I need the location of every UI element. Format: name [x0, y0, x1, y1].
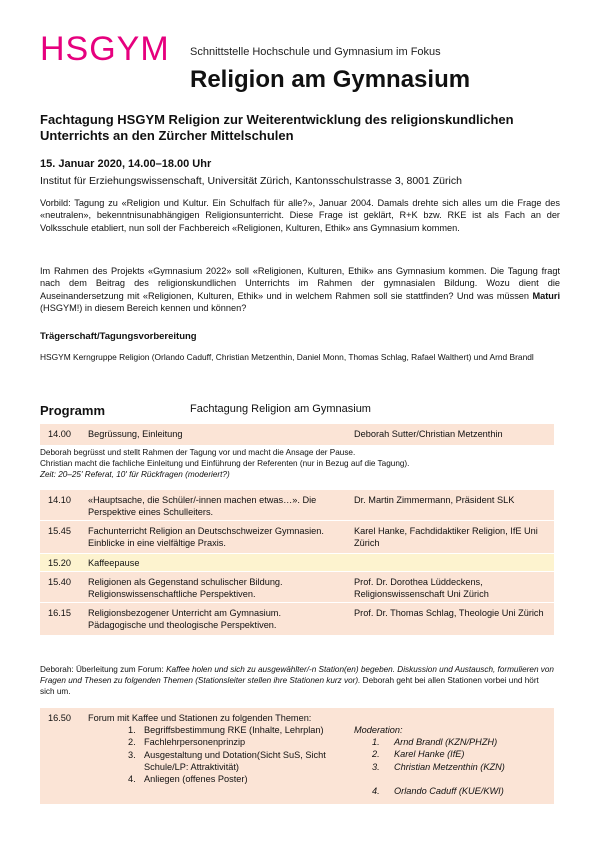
forum-topics: [88, 724, 348, 785]
moderator-num: 2.: [372, 749, 380, 760]
event-subtitle: Fachtagung HSGYM Religion zur Weiterentwicklung des religionskundlichen Unterrichts an den Zürcher Mittelschulen: [40, 112, 514, 143]
intro-paragraph-2-text: Im Rahmen des Projekts «Gymnasium 2022» soll «Religionen, Kulturen, Ethik» ans Gymnasium kommen. Die Tagung fragt nach dem Beitrag des religionskundlichen Unterrichts im Rahmen der gymnasialen Bildung. Wozu dient die Auseinandersetzung mit «Religionen, Kulturen, Ethik» und in welchem Rahmen soll sie stattfinden? Und was müssen: [40, 266, 560, 301]
forum-time: 16.50: [48, 713, 71, 723]
row-title: Religionen als Gegenstand schulischer Bildung. Religionswissenschaftliche Perspektiven.: [88, 577, 283, 600]
topic-text: Anliegen (offenes Poster): [144, 774, 248, 785]
topic-num: 2.: [128, 737, 136, 748]
hsgym-logo: HSGYM: [40, 30, 170, 68]
program-row: [40, 424, 554, 445]
row-title: Fachunterricht Religion an Deutschschweizer Gymnasien. Einblicke in eine vielfältige Praxis.: [88, 526, 324, 549]
topic-item: [128, 724, 348, 736]
moderator-text: Christian Metzenthin (KZN): [394, 761, 505, 772]
row-title: Religionsbezogener Unterricht am Gymnasium. Pädagogische und theologische Perspektiven.: [88, 608, 282, 631]
moderators-list: [354, 736, 554, 797]
program-row: [40, 521, 554, 553]
row-time: 15.45: [48, 526, 71, 536]
moderator-item: [372, 761, 554, 773]
program-row: [40, 603, 554, 635]
topic-item: [128, 749, 348, 773]
intro-paragraph-2-end: (HSGYM!) in diesem Bereich kennen und können?: [40, 302, 247, 313]
row-title: Begrüssung, Einleitung: [88, 429, 183, 439]
moderator-item: [372, 785, 554, 797]
moderator-item: [372, 748, 554, 760]
topic-num: 3.: [128, 749, 136, 760]
topic-num: 4.: [128, 774, 136, 785]
moderator-text: Orlando Caduff (KUE/KWI): [394, 785, 504, 796]
row-person: Dr. Martin Zimmermann, Präsident SLK: [354, 495, 515, 505]
program-row: [40, 554, 554, 571]
note-forum: [40, 664, 554, 697]
tagline: Schnittstelle Hochschule und Gymnasium im Fokus: [190, 46, 441, 58]
page-title: Religion am Gymnasium: [190, 66, 471, 93]
row-title: Kaffeepause: [88, 558, 140, 568]
note-line: Deborah begrüsst und stellt Rahmen der Tagung vor und macht die Ansage der Pause.: [40, 448, 356, 457]
note-forum-end: Deborah geht bei allen Stationen vorbei und hört sich um.: [40, 676, 539, 696]
forum-content: [88, 712, 348, 785]
topic-text: Begriffsbestimmung RKE (Inhalte, Lehrplan): [144, 725, 324, 736]
topic-item: [128, 736, 348, 748]
note-moderation: [40, 447, 554, 480]
moderation-label: Moderation:: [354, 725, 403, 735]
row-person: Karel Hanke, Fachdidaktiker Religion, IfE Uni Zürich: [354, 526, 538, 549]
program-row: [40, 572, 554, 602]
note-line: Christian macht die fachliche Einleitung und Einführung der Referenten (nur in Bezug auf die Tagung).: [40, 459, 410, 468]
event-date: 15. Januar 2020, 14.00–18.00 Uhr: [40, 158, 212, 170]
row-time: 15.40: [48, 577, 71, 587]
moderator-num: 3.: [372, 761, 380, 772]
row-title: «Hauptsache, die Schüler/-innen machen etwas…». Die Perspektive eines Schulleiters.: [88, 495, 317, 518]
moderator-num: 4.: [372, 785, 380, 796]
programm-heading: Programm: [40, 403, 106, 418]
programm-subheading: Fachtagung Religion am Gymnasium: [190, 403, 371, 415]
forum-moderation: [354, 724, 554, 797]
traeger-heading: Trägerschaft/Tagungsvorbereitung: [40, 331, 197, 342]
topic-num: 1.: [128, 725, 136, 736]
program-row: [40, 490, 554, 520]
moderator-text: Arnd Brandl (KZN/PHZH): [394, 737, 498, 748]
topic-item: [128, 773, 348, 785]
row-time: 14.00: [48, 429, 71, 439]
forum-title: Forum mit Kaffee und Stationen zu folgenden Themen:: [88, 713, 312, 723]
intro-paragraph-2: [40, 265, 560, 314]
note-forum-italic: Kaffee holen und sich zu ausgewählter/-n Station(en) begeben. Diskussion und Austausch, formulieren von Fragen und Thesen zu folgenden Themen (Stationsleiter stellen ihre Stationen kurz vor).: [40, 665, 554, 685]
note-forum-text: Deborah: Überleitung zum Forum:: [40, 665, 167, 674]
row-person: Deborah Sutter/Christian Metzenthin: [354, 429, 503, 439]
topic-text: Fachlehrpersonenprinzip: [144, 737, 246, 748]
moderator-num: 1.: [372, 737, 380, 748]
note-line: Zeit: 20–25' Referat, 10' für Rückfragen (moderiert?): [40, 470, 230, 479]
row-time: 14.10: [48, 495, 71, 505]
row-time: 16.15: [48, 608, 71, 618]
maturi-bold: Maturi: [532, 290, 560, 301]
row-person: Prof. Dr. Dorothea Lüddeckens, Religionswissenschaft Uni Zürich: [354, 577, 489, 600]
intro-paragraph-1: Vorbild: Tagung zu «Religion und Kultur. Ein Schulfach für alle?», Januar 2004. Damals drehte sich alles um die Frage des «neutralen», bekenntnisunabhängigen Religionsunterricht. Diese Frage ist geklärt, R+K bzw. RKE ist als Fach an der Volksschule etabliert, nun soll der Fachbereich «Religionen, Kulturen, Ethik» ans Gymnasium kommen.: [40, 198, 560, 233]
event-venue: Institut für Erziehungswissenschaft, Universität Zürich, Kantonsschulstrasse 3, 8001 Zürich: [40, 175, 462, 187]
topic-text: Ausgestaltung und Dotation(Sicht SuS, Sicht Schule/LP: Attraktivität): [144, 749, 326, 772]
row-time: 15.20: [48, 558, 71, 568]
moderator-text: Karel Hanke (IfE): [394, 749, 465, 760]
row-person: Prof. Dr. Thomas Schlag, Theologie Uni Zürich: [354, 608, 544, 618]
moderator-item: [372, 736, 554, 748]
traeger-text: HSGYM Kerngruppe Religion (Orlando Caduff, Christian Metzenthin, Daniel Monn, Thomas Schlag, Rafael Walthert) und Arnd Brandl: [40, 352, 534, 362]
forum-row: [40, 708, 554, 804]
